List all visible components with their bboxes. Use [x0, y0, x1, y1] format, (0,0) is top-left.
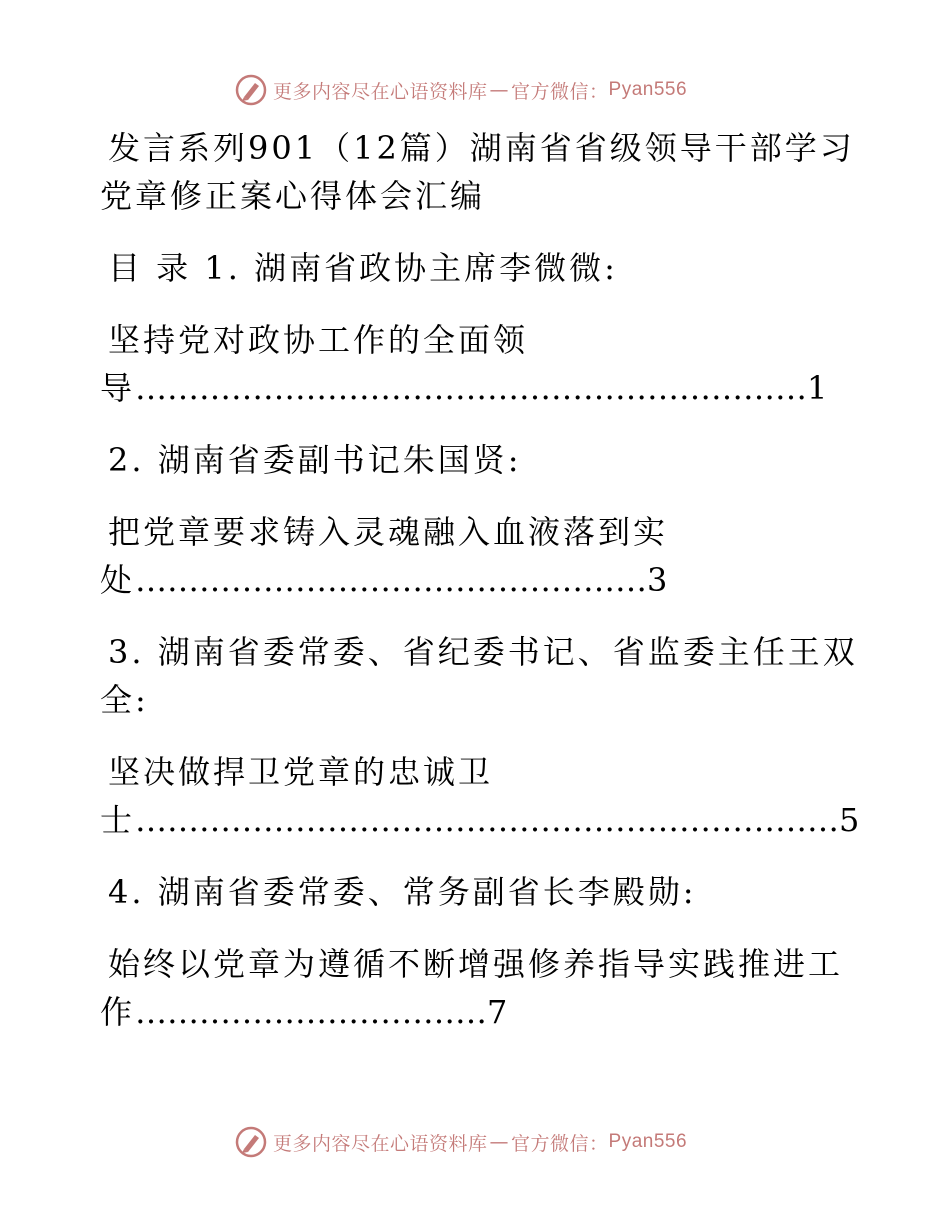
toc-entry-4-header	[100, 868, 850, 916]
pen-logo-icon	[235, 74, 267, 106]
toc-page-number: 3	[647, 561, 671, 599]
watermark-wechat-id: Pyan556	[608, 79, 688, 100]
toc-page-number: 5	[839, 801, 863, 839]
toc-entry-speaker: 湖南省政协主席李微微:	[254, 249, 618, 287]
watermark-footer	[235, 1124, 735, 1160]
toc-entry-number: 1.	[204, 249, 241, 287]
toc-entry-number: 3.	[108, 633, 145, 671]
document-title-continued: 党章修正案心得体会汇编	[100, 177, 486, 215]
toc-entry-speaker: 湖南省委常委、省纪委书记、省监委主任王双	[157, 633, 858, 671]
toc-entry-speaker: 湖南省委常委、常务副省长李殿勋:	[157, 873, 697, 911]
toc-entry-number: 2.	[108, 441, 145, 479]
toc-entry-title: 坚决做捍卫党章的忠诚卫	[108, 753, 494, 791]
toc-leader-dots: …………………………………………	[135, 561, 648, 599]
pen-logo-icon	[235, 1126, 267, 1158]
toc-entry-title: 坚持党对政协工作的全面领	[108, 321, 529, 359]
toc-entry-1-header	[100, 244, 850, 292]
watermark-separator: —	[489, 79, 510, 101]
toc-leader-dots: ……………………………	[135, 993, 488, 1031]
toc-entry-speaker-end: 全:	[100, 681, 149, 719]
toc-page-number: 1	[807, 369, 831, 407]
toc-leader-dots: ………………………………………………………	[135, 369, 808, 407]
document-body	[100, 124, 863, 1036]
toc-entry-3-header	[100, 628, 858, 676]
toc-leader-dots: …………………………………………………………	[135, 801, 840, 839]
document-title: 发言系列901（12篇）湖南省省级领导干部学习	[108, 129, 855, 167]
toc-entry-title-end: 导………………………………………………………1	[100, 369, 831, 407]
watermark-suffix: 官方微信：	[511, 80, 609, 103]
toc-entry-title-end: 士…………………………………………………………5	[100, 801, 863, 839]
watermark-header	[235, 72, 735, 108]
watermark-text: 更多内容尽在心语资料库	[273, 1132, 488, 1155]
toc-entry-title: 把党章要求铸入灵魂融入血液落到实	[108, 513, 669, 551]
toc-entry-title-end: 作……………………………7	[100, 993, 511, 1031]
toc-entry-title: 始终以党章为遵循不断增强修养指导实践推进工	[108, 945, 844, 983]
watermark-separator: —	[489, 1131, 510, 1153]
toc-heading: 目 录	[108, 249, 192, 287]
toc-entry-title-end: 处…………………………………………3	[100, 561, 671, 599]
watermark-wechat-id: Pyan556	[608, 1131, 688, 1152]
watermark-suffix: 官方微信：	[511, 1132, 609, 1155]
toc-entry-number: 4.	[108, 873, 145, 911]
toc-entry-2-header	[100, 436, 850, 484]
toc-page-number: 7	[487, 993, 511, 1031]
toc-entry-speaker: 湖南省委副书记朱国贤:	[157, 441, 522, 479]
watermark-text: 更多内容尽在心语资料库	[273, 80, 488, 103]
